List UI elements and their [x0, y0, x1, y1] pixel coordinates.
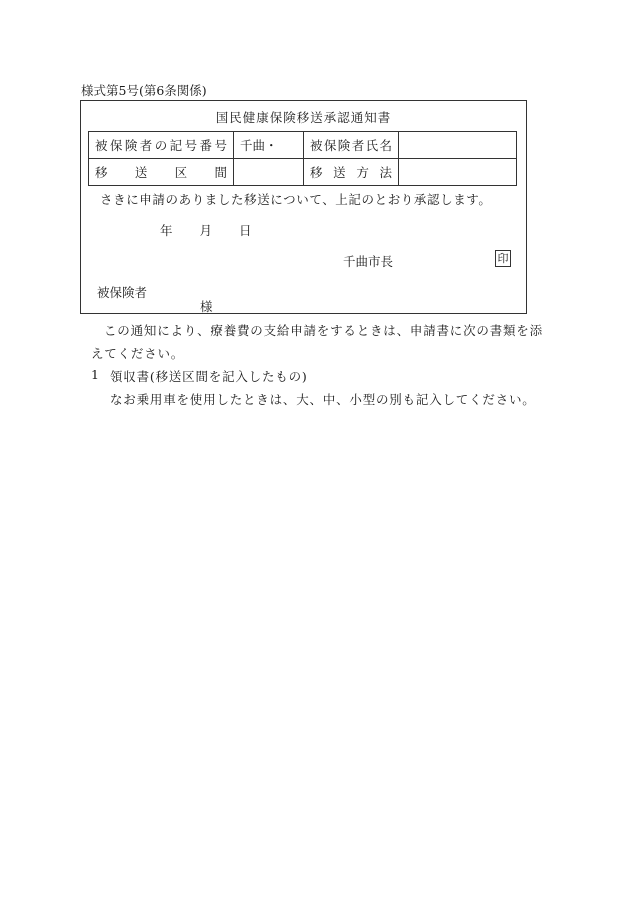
- notes-item-subnote: なお乗用車を使用したときは、大、中、小型の別も記入してください。: [110, 392, 536, 407]
- date-day-label: 日: [239, 223, 252, 238]
- table-row: [89, 159, 517, 186]
- notes-item-number: 1: [91, 367, 100, 382]
- notes-paragraph-line1: この通知により、療養費の支給申請をするときは、申請書に次の書類を添: [104, 323, 543, 338]
- date-month-label: 月: [199, 223, 213, 238]
- mayor-signature-label: 千曲市長: [343, 254, 394, 269]
- insured-name-value: [399, 132, 517, 159]
- date-line: [160, 221, 252, 239]
- table-row: [89, 132, 517, 159]
- recipient-label: 被保険者: [97, 285, 148, 300]
- recipient-honorific: 様: [200, 299, 213, 314]
- insured-info-table: [88, 131, 517, 186]
- insured-name-label: 被保険者氏名: [304, 132, 399, 159]
- notes-paragraph-line2: えてください。: [91, 346, 185, 361]
- transfer-method-label: 移送方法: [304, 159, 399, 186]
- insured-number-value: 千曲・: [234, 132, 304, 159]
- approval-statement: さきに申請のありました移送について、上記のとおり承認します。: [100, 192, 492, 207]
- transfer-section-label: 移送区間: [89, 159, 234, 186]
- form-number-label: 様式第5号(第6条関係): [81, 83, 207, 98]
- notice-title: 国民健康保険移送承認通知書: [215, 110, 392, 125]
- date-year-label: 年: [160, 223, 173, 238]
- insured-number-label: 被保険者の記号番号: [89, 132, 234, 159]
- transfer-method-value: [399, 159, 517, 186]
- transfer-section-value: [234, 159, 304, 186]
- seal-mark: 印: [495, 250, 511, 267]
- notes-item-text: 領収書(移送区間を記入したもの): [110, 369, 308, 384]
